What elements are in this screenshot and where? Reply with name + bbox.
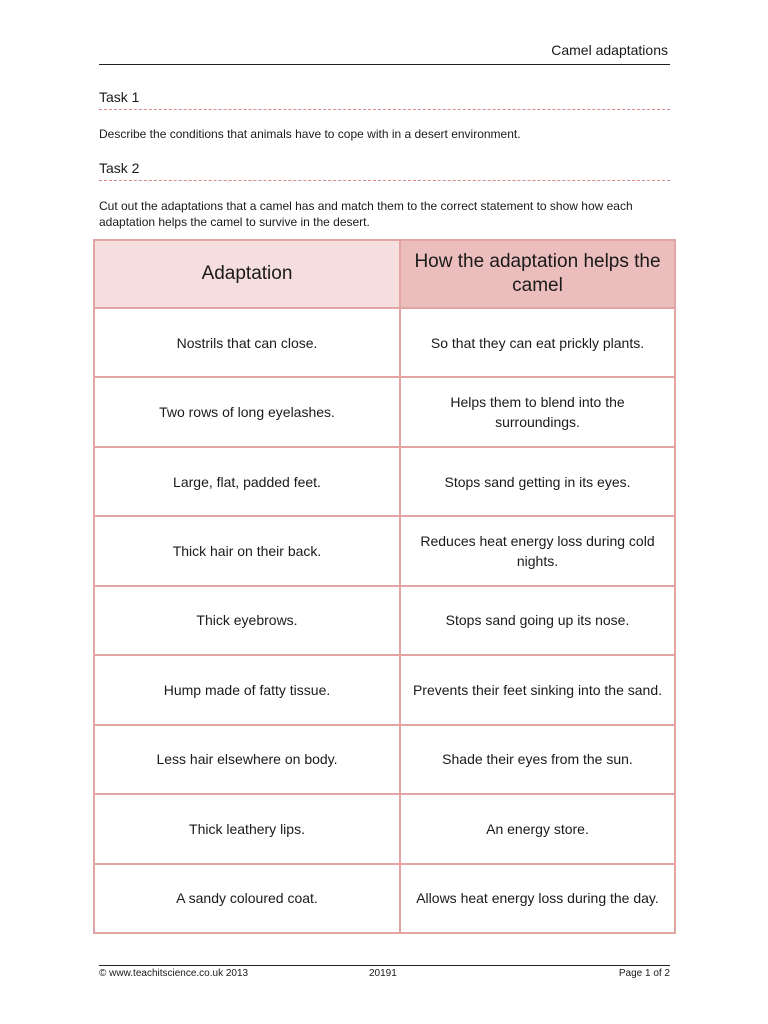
adaptation-cell: Less hair elsewhere on body. — [94, 725, 400, 794]
table-row — [94, 308, 675, 377]
benefit-cell: So that they can eat prickly plants. — [400, 308, 675, 377]
table-row — [94, 864, 675, 934]
adaptations-table — [93, 239, 676, 934]
task-1-instructions: Describe the conditions that animals have to cope with in a desert environment. — [99, 127, 521, 141]
document-footer — [99, 965, 670, 982]
adaptation-cell: Hump made of fatty tissue. — [94, 655, 400, 724]
benefit-cell: An energy store. — [400, 794, 675, 863]
benefit-cell: Helps them to blend into the surroundings. — [400, 377, 675, 446]
table-row — [94, 377, 675, 446]
table-header-row — [94, 240, 675, 308]
column-header-adaptation: Adaptation — [94, 240, 400, 308]
benefit-cell: Allows heat energy loss during the day. — [400, 864, 675, 934]
benefit-cell: Prevents their feet sinking into the sand. — [400, 655, 675, 724]
adaptation-cell: A sandy coloured coat. — [94, 864, 400, 934]
table-row — [94, 586, 675, 655]
adaptation-cell: Thick hair on their back. — [94, 516, 400, 585]
table-row — [94, 655, 675, 724]
benefit-cell: Shade their eyes from the sun. — [400, 725, 675, 794]
benefit-cell: Stops sand getting in its eyes. — [400, 447, 675, 516]
page-number: Page 1 of 2 — [618, 968, 670, 979]
table-row — [94, 516, 675, 585]
table-row — [94, 447, 675, 516]
benefit-cell: Reduces heat energy loss during cold nights. — [400, 516, 675, 585]
benefit-cell: Stops sand going up its nose. — [400, 586, 675, 655]
task-2-label: Task 2 — [99, 160, 140, 176]
adaptation-cell: Nostrils that can close. — [94, 308, 400, 377]
task-2-instructions: Cut out the adaptations that a camel has and match them to the correct statement to show how each adaptation helps the camel to survive in the desert. — [99, 199, 633, 229]
resource-code: 20191 — [369, 968, 397, 979]
document-title: Camel adaptations — [551, 42, 668, 58]
adaptation-cell: Large, flat, padded feet. — [94, 447, 400, 516]
task-1-heading — [99, 87, 670, 110]
adaptation-cell: Two rows of long eyelashes. — [94, 377, 400, 446]
column-header-how-it-helps: How the adaptation helps the camel — [400, 240, 675, 308]
adaptation-cell: Thick eyebrows. — [94, 586, 400, 655]
task-1-label: Task 1 — [99, 89, 140, 105]
adaptation-cell: Thick leathery lips. — [94, 794, 400, 863]
table-row — [94, 725, 675, 794]
document-header — [99, 40, 670, 65]
copyright-notice: © www.teachitscience.co.uk 2013 — [99, 968, 249, 979]
task-2-heading — [99, 158, 670, 181]
table-row — [94, 794, 675, 863]
